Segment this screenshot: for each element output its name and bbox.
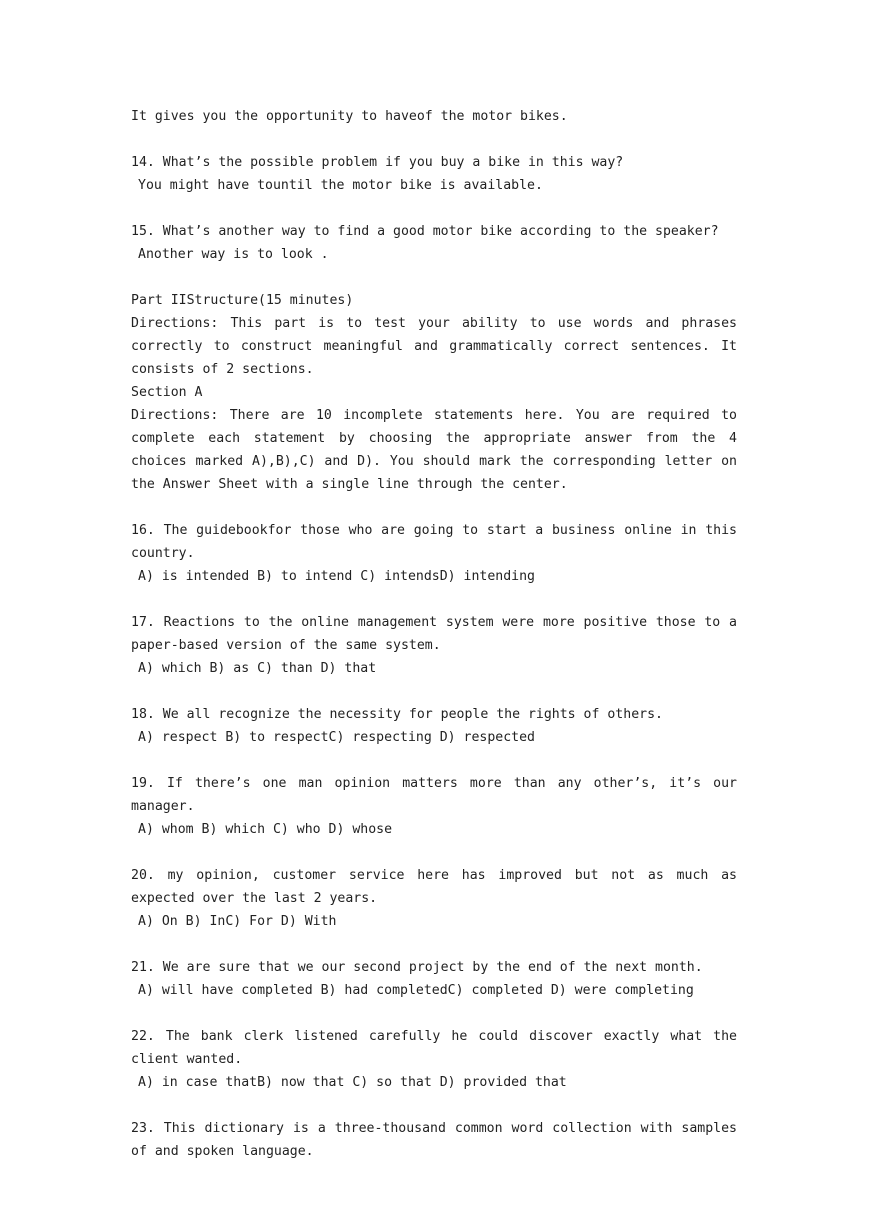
question-item [131, 703, 737, 749]
spacer [131, 1094, 737, 1117]
question-stem: 21. We are sure that we our second project by the end of the next month. [131, 960, 703, 975]
answer-14: You might have tountil the motor bike is available. [138, 178, 543, 193]
question-options: A) which B) as C) than D) that [138, 661, 377, 676]
question-stem: 18. We all recognize the necessity for people the rights of others. [131, 707, 663, 722]
question-stem: 16. The guidebookfor those who are going to start a business online in this country. [131, 523, 737, 561]
question-item [131, 1117, 737, 1163]
section-directions: Directions: There are 10 incomplete statements here. You are required to complete each statement by choosing the appropriate answer from the 4 choices marked A),B),C) and D). You should mark the corresponding letter on the Answer Sheet with a single line through the center. [131, 408, 737, 492]
spacer [131, 933, 737, 956]
question-item [131, 519, 737, 588]
question-stem: 17. Reactions to the online management system were more positive those to a paper-based version of the same system. [131, 615, 737, 653]
spacer [131, 266, 737, 289]
question-stem: 19. If there’s one man opinion matters more than any other’s, it’s our manager. [131, 776, 737, 814]
spacer [131, 680, 737, 703]
question-stem: 22. The bank clerk listened carefully he could discover exactly what the client wanted. [131, 1029, 737, 1067]
question-14: 14. What’s the possible problem if you buy a bike in this way? [131, 155, 624, 170]
question-options: A) in case thatB) now that C) so that D) provided that [138, 1075, 567, 1090]
question-options: A) whom B) which C) who D) whose [138, 822, 393, 837]
question-item [131, 956, 737, 1002]
spacer [131, 197, 737, 220]
question-stem: 23. This dictionary is a three-thousand common word collection with samples of and spoken language. [131, 1121, 737, 1159]
question-15: 15. What’s another way to find a good motor bike according to the speaker? [131, 224, 719, 239]
answer-15: Another way is to look . [138, 247, 329, 262]
spacer [131, 128, 737, 151]
part-heading: Part IIStructure(15 minutes) [131, 293, 354, 308]
spacer [131, 588, 737, 611]
question-options: A) is intended B) to intend C) intendsD) intending [138, 569, 535, 584]
spacer [131, 1002, 737, 1025]
question-item [131, 864, 737, 933]
spacer [131, 841, 737, 864]
spacer [131, 496, 737, 519]
question-item [131, 1025, 737, 1094]
question-item [131, 611, 737, 680]
question-item [131, 772, 737, 841]
listening-answer-line: It gives you the opportunity to haveof the motor bikes. [131, 109, 568, 124]
question-stem: 20. my opinion, customer service here has improved but not as much as expected over the last 2 years. [131, 868, 737, 906]
part-directions: Directions: This part is to test your ability to use words and phrases correctly to construct meaningful and grammatically correct sentences. It consists of 2 sections. [131, 316, 737, 377]
question-options: A) respect B) to respectC) respecting D) respected [138, 730, 535, 745]
document-page [131, 105, 737, 1163]
question-options: A) will have completed B) had completedC) completed D) were completing [138, 983, 694, 998]
spacer [131, 749, 737, 772]
section-heading: Section A [131, 385, 203, 400]
question-options: A) On B) InC) For D) With [138, 914, 337, 929]
